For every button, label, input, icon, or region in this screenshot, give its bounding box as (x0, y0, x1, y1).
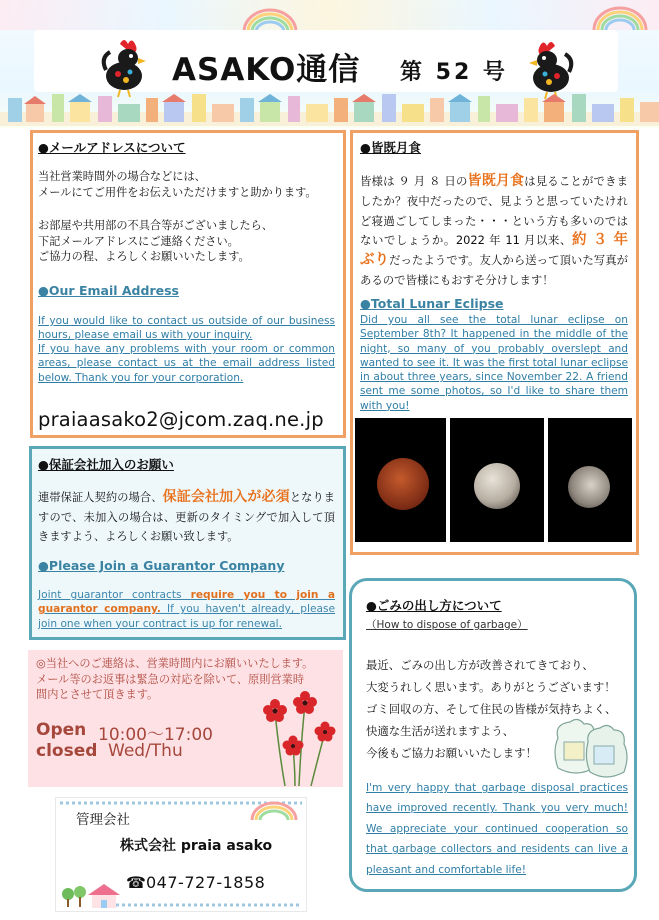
email-en-paragraph-1: If you would like to contact us outside of our business hours, please email us with your inquiry. (38, 315, 335, 342)
sky-decoration (0, 0, 659, 30)
management-label: 管理会社 (76, 812, 130, 828)
garbage-jp-paragraph: 最近、ごみの出し方が改善されてきており、 大変うれしく思います。ありがとうございます！ ゴミ回収の方、そして住民の皆様が気持ちよく、 快適な生活が送れますよう、 今後もご協力お願いいたします！ (366, 658, 617, 760)
eclipse-photo (548, 418, 632, 542)
flowers-decoration (255, 682, 340, 786)
guarantor-section-heading: ●保証会社加入のお願い (38, 457, 174, 472)
contact-notice: ◎当社へのご連絡は、営業時間内にお願いいたします。 メール等のお返事は緊急の対応を除いて、原則営業時 間内とさせて頂きます。 (36, 657, 314, 701)
garbage-subheading: （How to dispose of garbage） (366, 619, 528, 631)
email-address[interactable]: praiaasako2@jcom.zaq.ne.jp (38, 408, 324, 431)
email-en-paragraph-2: If you have any problems with your room or common areas, please contact us at the email address listed below. Thank you for your corporation. (38, 343, 335, 384)
rainbow-icon (590, 4, 650, 32)
town-skyline-decoration (0, 92, 659, 126)
newsletter-title: ASAKO通信 (172, 52, 361, 88)
rooster-icon (517, 38, 575, 100)
eclipse-section-heading: ●皆既月食 (360, 140, 421, 155)
email-section-heading: ●メールアドレスについて (38, 140, 186, 155)
garbage-en-paragraph: I'm very happy that garbage disposal practices have improved recently. Thank you very much! We appreciate your continued cooperation so that garbage collectors and residents can live a pleasant and comfortable life! (366, 782, 628, 876)
eclipse-jp-paragraph: 皆様は ９ 月 ８ 日の皆既月食は見ることができましたか？夜中だったので、見ようと思っていたけれど寝過ごしてしまった・・・という方も多いのではないでしょうか。2022 年 11 月以来、約 ３ 年ぶりだったようです。友人から送って頂いた写真があるので皆様にもおすそ分けします！ (360, 173, 629, 287)
rooster-icon (100, 36, 158, 98)
email-en-heading: ●Our Email Address (38, 283, 179, 298)
eclipse-en-paragraph: Did you all see the total lunar eclipse on September 8th? It happened in the middle of the night, so many of you probably overslept and wanted to see it. It was the first total lunar eclipse in about three years, since November 22. A friend sent me some photos, so I'd like to share them with you! (360, 314, 628, 412)
eclipse-en-heading: ●Total Lunar Eclipse (360, 296, 504, 311)
guarantor-jp-paragraph: 連帯保証人契約の場合、保証会社加入が必須となりますので、未加入の場合は、更新のタイミングで加入して頂きますよう、よろしくお願い致します。 (38, 489, 335, 543)
open-label: Open (36, 720, 87, 740)
eclipse-photo (355, 418, 446, 542)
phone-number[interactable]: 047-727-1858 (146, 873, 266, 892)
guarantor-en-paragraph: Joint guarantor contracts require you to join a guarantor company. If you haven't already, please join one when your contract is up for renewal. (38, 589, 335, 630)
dotted-border-decoration (56, 900, 306, 910)
guarantor-en-heading: ●Please Join a Guarantor Company (38, 558, 285, 573)
phone-icon: ☎ (126, 873, 146, 892)
rainbow-icon (249, 800, 299, 822)
email-jp-paragraph-2: お部屋や共用部の不具合等がございましたら、 下記メールアドレスにご連絡ください。 ご協力の程、よろしくお願いいたします。 (38, 219, 273, 263)
closed-label: closed (36, 741, 98, 761)
eclipse-photo (450, 418, 544, 542)
issue-number: 第 52 号 (400, 60, 508, 85)
open-hours: 10:00～17:00 (98, 725, 213, 745)
email-jp-paragraph-1: 当社営業時間外の場合などには、 メールにてご用件をお伝えいただけますと助かります。 (38, 170, 317, 199)
garbage-bags-icon (548, 712, 628, 780)
closed-days: Wed/Thu (108, 741, 183, 761)
management-company-card (55, 797, 307, 912)
garbage-section-heading: ●ごみの出し方について (366, 598, 502, 613)
company-name: 株式会社 praia asako (120, 838, 273, 854)
newsletter-header (0, 0, 659, 128)
